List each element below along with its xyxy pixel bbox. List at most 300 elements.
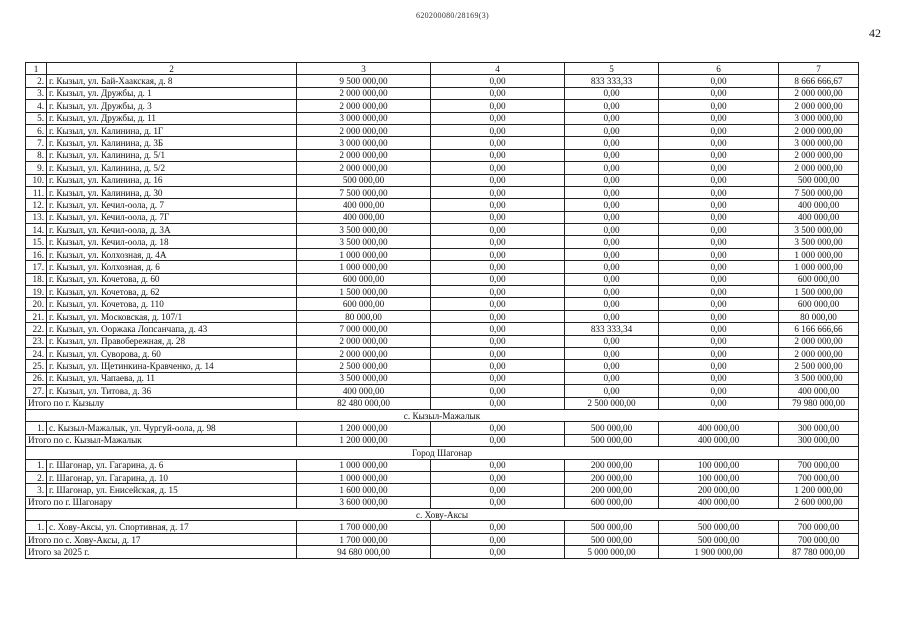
value-cell-v5: 200 000,00 (565, 471, 659, 483)
row-number: 18. (26, 273, 47, 285)
row-number: 25. (26, 360, 47, 372)
value-cell-v5: 0,00 (565, 199, 659, 211)
row-number: 19. (26, 286, 47, 298)
row-number: 3. (26, 87, 47, 99)
value-cell-v4: 0,00 (431, 124, 565, 136)
table-row (26, 385, 859, 397)
address-cell: г. Кызыл, ул. Колхозная, д. 6 (47, 261, 297, 273)
row-number: 21. (26, 310, 47, 322)
value-cell-v7: 2 000 000,00 (779, 100, 859, 112)
value-cell-v6: 0,00 (659, 87, 779, 99)
value-cell-v5: 0,00 (565, 335, 659, 347)
subtotal-v4: 0,00 (431, 434, 565, 446)
address-cell: г. Кызыл, ул. Правобережная, д. 28 (47, 335, 297, 347)
table-row (26, 87, 859, 99)
row-number: 8. (26, 149, 47, 161)
value-cell-v3: 7 000 000,00 (297, 323, 431, 335)
section-header-row (26, 509, 859, 521)
subtotal-v7: 700 000,00 (779, 533, 859, 545)
value-cell-v4: 0,00 (431, 248, 565, 260)
value-cell-v7: 3 500 000,00 (779, 372, 859, 384)
value-cell-v5: 0,00 (565, 87, 659, 99)
subtotal-v5: 600 000,00 (565, 496, 659, 508)
value-cell-v5: 0,00 (565, 211, 659, 223)
value-cell-v7: 1 000 000,00 (779, 261, 859, 273)
value-cell-v7: 80 000,00 (779, 310, 859, 322)
value-cell-v5: 0,00 (565, 236, 659, 248)
grand-total-v3: 94 680 000,00 (297, 546, 431, 558)
column-number: 1 (26, 63, 47, 75)
value-cell-v3: 2 000 000,00 (297, 100, 431, 112)
value-cell-v7: 1 500 000,00 (779, 286, 859, 298)
table-row (26, 459, 859, 471)
value-cell-v4: 0,00 (431, 484, 565, 496)
value-cell-v5: 0,00 (565, 174, 659, 186)
row-number: 13. (26, 211, 47, 223)
table-row (26, 347, 859, 359)
value-cell-v3: 9 500 000,00 (297, 75, 431, 87)
value-cell-v7: 3 500 000,00 (779, 224, 859, 236)
value-cell-v3: 400 000,00 (297, 385, 431, 397)
address-cell: г. Кызыл, ул. Кечил-оола, д. 7Г (47, 211, 297, 223)
value-cell-v7: 400 000,00 (779, 385, 859, 397)
grand-total-v7: 87 780 000,00 (779, 546, 859, 558)
value-cell-v3: 80 000,00 (297, 310, 431, 322)
table-row (26, 372, 859, 384)
page-number: 42 (869, 26, 881, 40)
value-cell-v4: 0,00 (431, 261, 565, 273)
column-number: 2 (47, 63, 297, 75)
value-cell-v7: 2 000 000,00 (779, 124, 859, 136)
value-cell-v5: 0,00 (565, 224, 659, 236)
table-row (26, 298, 859, 310)
subtotal-row (26, 496, 859, 508)
value-cell-v3: 1 000 000,00 (297, 248, 431, 260)
table-row (26, 137, 859, 149)
subtotal-v5: 2 500 000,00 (565, 397, 659, 409)
row-number: 22. (26, 323, 47, 335)
address-cell: г. Кызыл, ул. Суворова, д. 60 (47, 347, 297, 359)
value-cell-v4: 0,00 (431, 459, 565, 471)
row-number: 16. (26, 248, 47, 260)
value-cell-v6: 0,00 (659, 360, 779, 372)
row-number: 27. (26, 385, 47, 397)
row-number: 15. (26, 236, 47, 248)
value-cell-v3: 3 000 000,00 (297, 112, 431, 124)
row-number: 1. (26, 422, 47, 434)
value-cell-v3: 3 500 000,00 (297, 236, 431, 248)
value-cell-v5: 0,00 (565, 360, 659, 372)
address-cell: г. Кызыл, ул. Кочетова, д. 62 (47, 286, 297, 298)
section-header-row (26, 447, 859, 459)
value-cell-v5: 0,00 (565, 298, 659, 310)
section-title: с. Хову-Аксы (26, 509, 859, 521)
address-cell: г. Кызыл, ул. Кочетова, д. 60 (47, 273, 297, 285)
address-cell: г. Кызыл, ул. Калинина, д. 1Г (47, 124, 297, 136)
address-cell: г. Кызыл, ул. Бай-Хаакская, д. 8 (47, 75, 297, 87)
address-cell: с. Кызыл-Мажалык, ул. Чургуй-оола, д. 98 (47, 422, 297, 434)
value-cell-v4: 0,00 (431, 298, 565, 310)
subtotal-label: Итого по г. Шагонару (26, 496, 297, 508)
table-row (26, 310, 859, 322)
table-row (26, 100, 859, 112)
table-row (26, 75, 859, 87)
column-number: 5 (565, 63, 659, 75)
value-cell-v3: 2 000 000,00 (297, 162, 431, 174)
value-cell-v4: 0,00 (431, 236, 565, 248)
column-number: 6 (659, 63, 779, 75)
subtotal-v5: 500 000,00 (565, 434, 659, 446)
value-cell-v4: 0,00 (431, 211, 565, 223)
table-row (26, 112, 859, 124)
table-row (26, 422, 859, 434)
address-cell: г. Кызыл, ул. Калинина, д. 5/2 (47, 162, 297, 174)
budget-table (25, 62, 859, 559)
value-cell-v6: 0,00 (659, 236, 779, 248)
table-row (26, 360, 859, 372)
value-cell-v6: 0,00 (659, 199, 779, 211)
value-cell-v5: 0,00 (565, 385, 659, 397)
value-cell-v7: 2 000 000,00 (779, 87, 859, 99)
value-cell-v5: 0,00 (565, 162, 659, 174)
address-cell: г. Кызыл, ул. Кечил-оола, д. 18 (47, 236, 297, 248)
value-cell-v6: 200 000,00 (659, 484, 779, 496)
row-number: 24. (26, 347, 47, 359)
value-cell-v7: 600 000,00 (779, 273, 859, 285)
value-cell-v6: 0,00 (659, 385, 779, 397)
table-row (26, 273, 859, 285)
subtotal-row (26, 397, 859, 409)
address-cell: г. Кызыл, ул. Дружбы, д. 1 (47, 87, 297, 99)
value-cell-v6: 0,00 (659, 149, 779, 161)
value-cell-v5: 0,00 (565, 347, 659, 359)
subtotal-v6: 400 000,00 (659, 434, 779, 446)
value-cell-v3: 3 500 000,00 (297, 224, 431, 236)
value-cell-v4: 0,00 (431, 347, 565, 359)
value-cell-v5: 500 000,00 (565, 521, 659, 533)
value-cell-v6: 400 000,00 (659, 422, 779, 434)
subtotal-v3: 82 480 000,00 (297, 397, 431, 409)
grand-total-v5: 5 000 000,00 (565, 546, 659, 558)
grand-total-v4: 0,00 (431, 546, 565, 558)
subtotal-v6: 500 000,00 (659, 533, 779, 545)
table-row (26, 248, 859, 260)
value-cell-v5: 0,00 (565, 372, 659, 384)
address-cell: г. Кызыл, ул. Калинина, д. 30 (47, 186, 297, 198)
address-cell: г. Кызыл, ул. Кечил-оола, д. 7 (47, 199, 297, 211)
value-cell-v6: 0,00 (659, 112, 779, 124)
value-cell-v6: 0,00 (659, 124, 779, 136)
table-row (26, 199, 859, 211)
value-cell-v7: 1 200 000,00 (779, 484, 859, 496)
value-cell-v6: 0,00 (659, 347, 779, 359)
subtotal-v7: 2 600 000,00 (779, 496, 859, 508)
value-cell-v6: 0,00 (659, 273, 779, 285)
value-cell-v4: 0,00 (431, 422, 565, 434)
address-cell: г. Шагонар, ул. Гагарина, д. 6 (47, 459, 297, 471)
value-cell-v5: 500 000,00 (565, 422, 659, 434)
subtotal-v4: 0,00 (431, 397, 565, 409)
subtotal-label: Итого по с. Кызыл-Мажалык (26, 434, 297, 446)
table-row (26, 162, 859, 174)
address-cell: г. Кызыл, ул. Калинина, д. 5/1 (47, 149, 297, 161)
value-cell-v6: 0,00 (659, 323, 779, 335)
value-cell-v7: 400 000,00 (779, 199, 859, 211)
table-row (26, 224, 859, 236)
value-cell-v4: 0,00 (431, 112, 565, 124)
address-cell: г. Кызыл, ул. Калинина, д. 16 (47, 174, 297, 186)
row-number: 5. (26, 112, 47, 124)
value-cell-v5: 0,00 (565, 137, 659, 149)
table-row (26, 236, 859, 248)
value-cell-v4: 0,00 (431, 385, 565, 397)
value-cell-v6: 0,00 (659, 174, 779, 186)
subtotal-v3: 1 200 000,00 (297, 434, 431, 446)
address-cell: г. Кызыл, ул. Дружбы, д. 3 (47, 100, 297, 112)
column-number-row (26, 63, 859, 75)
value-cell-v7: 2 000 000,00 (779, 335, 859, 347)
value-cell-v4: 0,00 (431, 286, 565, 298)
value-cell-v7: 1 000 000,00 (779, 248, 859, 260)
value-cell-v6: 0,00 (659, 75, 779, 87)
row-number: 11. (26, 186, 47, 198)
value-cell-v4: 0,00 (431, 162, 565, 174)
row-number: 1. (26, 521, 47, 533)
value-cell-v7: 400 000,00 (779, 211, 859, 223)
address-cell: г. Кызыл, ул. Кечил-оола, д. 3А (47, 224, 297, 236)
row-number: 10. (26, 174, 47, 186)
value-cell-v5: 200 000,00 (565, 484, 659, 496)
address-cell: с. Хову-Аксы, ул. Спортивная, д. 17 (47, 521, 297, 533)
row-number: 3. (26, 484, 47, 496)
grand-total-v6: 1 900 000,00 (659, 546, 779, 558)
value-cell-v3: 600 000,00 (297, 273, 431, 285)
table-row (26, 149, 859, 161)
value-cell-v6: 500 000,00 (659, 521, 779, 533)
value-cell-v6: 0,00 (659, 248, 779, 260)
value-cell-v4: 0,00 (431, 149, 565, 161)
value-cell-v6: 0,00 (659, 335, 779, 347)
subtotal-label: Итого по с. Хову-Аксы, д. 17 (26, 533, 297, 545)
row-number: 4. (26, 100, 47, 112)
value-cell-v6: 0,00 (659, 137, 779, 149)
value-cell-v7: 2 500 000,00 (779, 360, 859, 372)
value-cell-v5: 0,00 (565, 112, 659, 124)
value-cell-v7: 3 500 000,00 (779, 236, 859, 248)
value-cell-v5: 200 000,00 (565, 459, 659, 471)
value-cell-v4: 0,00 (431, 174, 565, 186)
row-number: 23. (26, 335, 47, 347)
table-row (26, 335, 859, 347)
subtotal-row (26, 434, 859, 446)
value-cell-v7: 600 000,00 (779, 298, 859, 310)
value-cell-v7: 2 000 000,00 (779, 347, 859, 359)
value-cell-v7: 8 666 666,67 (779, 75, 859, 87)
value-cell-v3: 3 000 000,00 (297, 137, 431, 149)
row-number: 1. (26, 459, 47, 471)
value-cell-v7: 700 000,00 (779, 459, 859, 471)
address-cell: г. Шагонар, ул. Енисейская, д. 15 (47, 484, 297, 496)
value-cell-v4: 0,00 (431, 521, 565, 533)
address-cell: г. Кызыл, ул. Чапаева, д. 11 (47, 372, 297, 384)
value-cell-v3: 1 600 000,00 (297, 484, 431, 496)
value-cell-v7: 7 500 000,00 (779, 186, 859, 198)
value-cell-v6: 0,00 (659, 100, 779, 112)
value-cell-v3: 600 000,00 (297, 298, 431, 310)
table-row (26, 286, 859, 298)
value-cell-v6: 0,00 (659, 211, 779, 223)
value-cell-v7: 700 000,00 (779, 521, 859, 533)
subtotal-v7: 79 980 000,00 (779, 397, 859, 409)
value-cell-v4: 0,00 (431, 87, 565, 99)
subtotal-v4: 0,00 (431, 496, 565, 508)
value-cell-v3: 1 000 000,00 (297, 459, 431, 471)
value-cell-v4: 0,00 (431, 137, 565, 149)
table-row (26, 521, 859, 533)
row-number: 20. (26, 298, 47, 310)
value-cell-v5: 0,00 (565, 186, 659, 198)
address-cell: г. Кызыл, ул. Калинина, д. 3Б (47, 137, 297, 149)
row-number: 6. (26, 124, 47, 136)
row-number: 7. (26, 137, 47, 149)
value-cell-v6: 0,00 (659, 224, 779, 236)
value-cell-v7: 2 000 000,00 (779, 162, 859, 174)
value-cell-v5: 0,00 (565, 286, 659, 298)
subtotal-v4: 0,00 (431, 533, 565, 545)
subtotal-v6: 0,00 (659, 397, 779, 409)
value-cell-v6: 0,00 (659, 261, 779, 273)
value-cell-v4: 0,00 (431, 100, 565, 112)
value-cell-v5: 0,00 (565, 273, 659, 285)
value-cell-v6: 0,00 (659, 372, 779, 384)
value-cell-v5: 0,00 (565, 261, 659, 273)
value-cell-v4: 0,00 (431, 224, 565, 236)
table-row (26, 124, 859, 136)
value-cell-v5: 0,00 (565, 248, 659, 260)
value-cell-v7: 3 000 000,00 (779, 137, 859, 149)
value-cell-v6: 0,00 (659, 286, 779, 298)
address-cell: г. Кызыл, ул. Щетинкина-Кравченко, д. 14 (47, 360, 297, 372)
row-number: 2. (26, 471, 47, 483)
value-cell-v5: 833 333,33 (565, 75, 659, 87)
value-cell-v7: 6 166 666,66 (779, 323, 859, 335)
value-cell-v4: 0,00 (431, 199, 565, 211)
value-cell-v3: 1 200 000,00 (297, 422, 431, 434)
value-cell-v3: 2 000 000,00 (297, 124, 431, 136)
subtotal-v6: 400 000,00 (659, 496, 779, 508)
value-cell-v6: 0,00 (659, 298, 779, 310)
value-cell-v5: 833 333,34 (565, 323, 659, 335)
value-cell-v3: 1 000 000,00 (297, 471, 431, 483)
value-cell-v3: 7 500 000,00 (297, 186, 431, 198)
value-cell-v4: 0,00 (431, 323, 565, 335)
value-cell-v6: 0,00 (659, 186, 779, 198)
value-cell-v3: 3 500 000,00 (297, 372, 431, 384)
table-row (26, 471, 859, 483)
address-cell: г. Кызыл, ул. Титова, д. 36 (47, 385, 297, 397)
address-cell: г. Кызыл, ул. Кочетова, д. 110 (47, 298, 297, 310)
row-number: 2. (26, 75, 47, 87)
column-number: 7 (779, 63, 859, 75)
table-body (26, 63, 859, 559)
value-cell-v3: 400 000,00 (297, 211, 431, 223)
value-cell-v4: 0,00 (431, 310, 565, 322)
address-cell: г. Кызыл, ул. Ооржака Лопсанчапа, д. 43 (47, 323, 297, 335)
value-cell-v7: 3 000 000,00 (779, 112, 859, 124)
value-cell-v4: 0,00 (431, 372, 565, 384)
value-cell-v3: 500 000,00 (297, 174, 431, 186)
value-cell-v4: 0,00 (431, 360, 565, 372)
value-cell-v3: 2 000 000,00 (297, 335, 431, 347)
value-cell-v5: 0,00 (565, 310, 659, 322)
value-cell-v4: 0,00 (431, 471, 565, 483)
table-row (26, 484, 859, 496)
address-cell: г. Шагонар, ул. Гагарина, д. 10 (47, 471, 297, 483)
table-row (26, 174, 859, 186)
table-row (26, 186, 859, 198)
value-cell-v6: 100 000,00 (659, 471, 779, 483)
document-id: 620200080/28169(3) (416, 11, 489, 20)
value-cell-v3: 2 000 000,00 (297, 87, 431, 99)
section-title: Город Шагонар (26, 447, 859, 459)
value-cell-v3: 400 000,00 (297, 199, 431, 211)
value-cell-v3: 1 700 000,00 (297, 521, 431, 533)
value-cell-v4: 0,00 (431, 335, 565, 347)
value-cell-v6: 0,00 (659, 162, 779, 174)
table-row (26, 261, 859, 273)
table-row (26, 323, 859, 335)
value-cell-v3: 2 500 000,00 (297, 360, 431, 372)
value-cell-v7: 700 000,00 (779, 471, 859, 483)
value-cell-v4: 0,00 (431, 273, 565, 285)
value-cell-v3: 2 000 000,00 (297, 347, 431, 359)
value-cell-v3: 1 000 000,00 (297, 261, 431, 273)
table-row (26, 211, 859, 223)
value-cell-v5: 0,00 (565, 149, 659, 161)
subtotal-v3: 3 600 000,00 (297, 496, 431, 508)
value-cell-v6: 0,00 (659, 310, 779, 322)
address-cell: г. Кызыл, ул. Дружбы, д. 11 (47, 112, 297, 124)
value-cell-v5: 0,00 (565, 100, 659, 112)
column-number: 4 (431, 63, 565, 75)
value-cell-v4: 0,00 (431, 186, 565, 198)
address-cell: г. Кызыл, ул. Московская, д. 107/1 (47, 310, 297, 322)
subtotal-label: Итого по г. Кызылу (26, 397, 297, 409)
value-cell-v5: 0,00 (565, 124, 659, 136)
value-cell-v7: 2 000 000,00 (779, 149, 859, 161)
value-cell-v4: 0,00 (431, 75, 565, 87)
row-number: 14. (26, 224, 47, 236)
address-cell: г. Кызыл, ул. Колхозная, д. 4А (47, 248, 297, 260)
row-number: 26. (26, 372, 47, 384)
value-cell-v7: 500 000,00 (779, 174, 859, 186)
value-cell-v3: 2 000 000,00 (297, 149, 431, 161)
value-cell-v6: 100 000,00 (659, 459, 779, 471)
grand-total-label: Итого за 2025 г. (26, 546, 297, 558)
subtotal-v7: 300 000,00 (779, 434, 859, 446)
section-header-row (26, 409, 859, 421)
subtotal-v3: 1 700 000,00 (297, 533, 431, 545)
row-number: 17. (26, 261, 47, 273)
column-number: 3 (297, 63, 431, 75)
value-cell-v7: 300 000,00 (779, 422, 859, 434)
row-number: 9. (26, 162, 47, 174)
grand-total-row (26, 546, 859, 558)
value-cell-v3: 1 500 000,00 (297, 286, 431, 298)
subtotal-row (26, 533, 859, 545)
section-title: с. Кызыл-Мажалык (26, 409, 859, 421)
row-number: 12. (26, 199, 47, 211)
